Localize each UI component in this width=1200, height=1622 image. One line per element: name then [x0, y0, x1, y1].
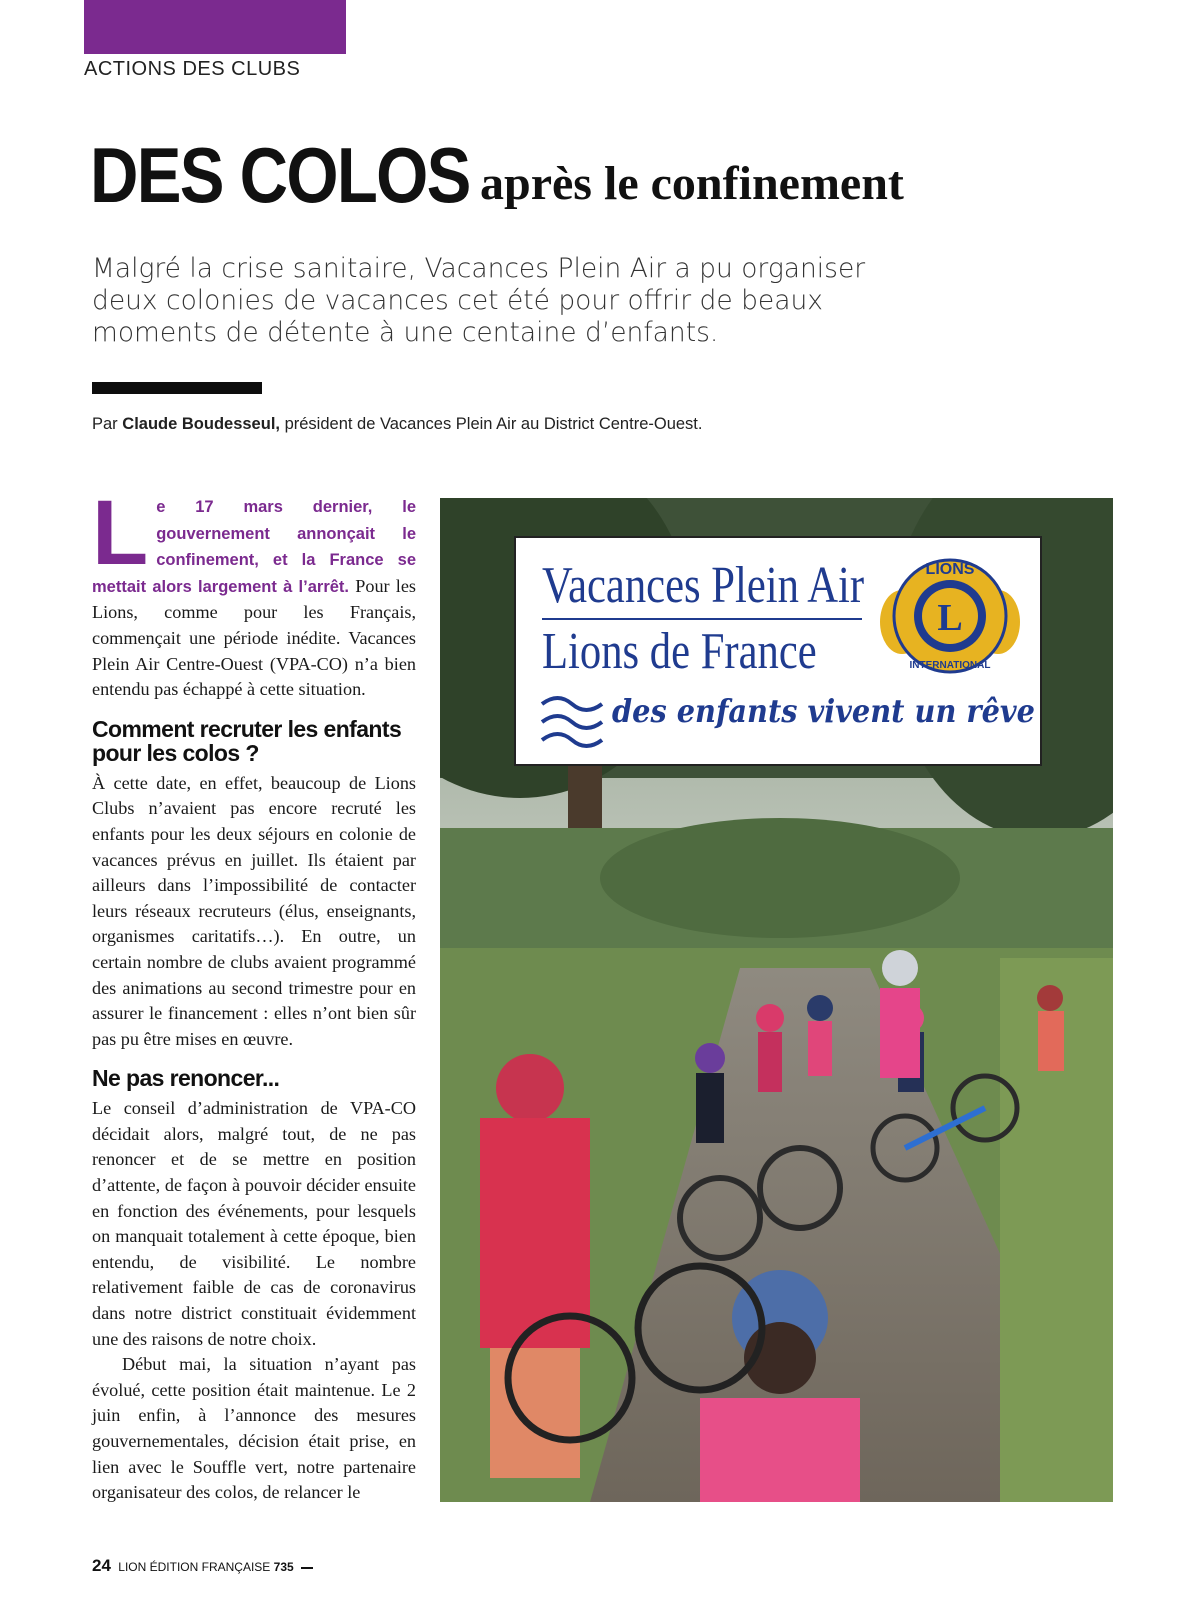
- headline: [90, 130, 904, 221]
- logo-underline: [542, 618, 862, 620]
- waves-icon: [538, 690, 606, 750]
- page-footer: [92, 1556, 313, 1576]
- emblem-letter: L: [937, 597, 963, 639]
- emblem-bottom-text: INTERNATIONAL: [909, 660, 991, 671]
- subheading-renounce: Ne pas renoncer...: [92, 1065, 280, 1092]
- article-paragraph-1: [92, 482, 417, 703]
- footer-dash: [301, 1567, 313, 1569]
- logo-line-1: Vacances Plein Air: [542, 557, 865, 614]
- page-number: 24: [92, 1556, 111, 1575]
- headline-sub: après le confinement: [480, 157, 904, 210]
- headline-main: DES COLOS: [90, 131, 470, 219]
- article-paragraph-2: À cette date, en effet, beaucoup de Lions Clubs n’avaient pas encore recruté les enfants pour les deux séjours en colonie de vacances prévus en juillet. Ils étaient par ailleurs dans l’impossibilité de contacter leurs réseaux recruteurs (élus, enseignants, organismes caritatifs…). En outre, un certain nombre de clubs avaient programmé des animations au second trimestre pour en assurer le financement : elles n’ont bien sûr pas pu être mises en œuvre.: [92, 772, 416, 1049]
- lions-emblem-icon: [880, 550, 1020, 680]
- subheading-recruit: Comment recruter les enfants pour les colos ?: [92, 715, 402, 766]
- byline-prefix: Par: [92, 415, 118, 433]
- vpa-logo-panel: [514, 536, 1042, 766]
- drop-cap: L: [92, 482, 149, 584]
- article-paragraph-3: Le conseil d’administration de VPA-CO décidait alors, malgré tout, de ne pas renoncer et de se mettre en position d’attente, de façon à pouvoir décider ensuite en fonction des événements, pour lesquels on manquait totalement à cette époque, bien entendu, de visibilité. Le nombre relativement faible de cas de coronavirus dans notre district constituait évidemment une des raisons de notre choix.: [92, 1098, 416, 1349]
- publication-name: LION ÉDITION FRANÇAISE: [118, 1560, 271, 1574]
- article-paragraph-4: Début mai, la situation n’ayant pas évolué, cette position était maintenue. Le 2 juin enfin, à l’annonce des mesures gouvernementales, décision était prise, en lien avec le Souffle vert, notre partenaire organisateur des colos, de relancer le: [92, 1354, 416, 1503]
- logo-line-2: Lions de France: [542, 623, 817, 680]
- logo-tagline: des enfants vivent un rêve: [612, 692, 1035, 730]
- emblem-top-text: LIONS: [925, 561, 975, 578]
- article-column: [92, 482, 417, 1506]
- byline-role: président de Vacances Plein Air au District Centre-Ouest.: [284, 415, 703, 433]
- article-intro: e 17 mars dernier, le gouvernement annonçait le confinement, et la France se mettait alors largement à l’arrêt.: [92, 498, 416, 596]
- byline-author: Claude Boudesseul,: [122, 415, 280, 433]
- section-label: ACTIONS DES CLUBS: [84, 58, 301, 80]
- byline: [92, 415, 702, 434]
- section-color-bar: [84, 0, 346, 54]
- issue-number: 735: [273, 1560, 294, 1574]
- article-p1: Pour les Lions, comme pour les Français, commençait une période inédite. Vacances Plein Air Centre-Ouest (VPA-CO) n’a bien entendu pas échappé à cette situation.: [92, 575, 417, 700]
- divider-rule: [92, 382, 262, 394]
- lede: Malgré la crise sanitaire, Vacances Plein Air a pu organiser deux colonies de vacances cet été pour offrir de beaux moments de détente à une centaine d’enfants.: [92, 253, 866, 348]
